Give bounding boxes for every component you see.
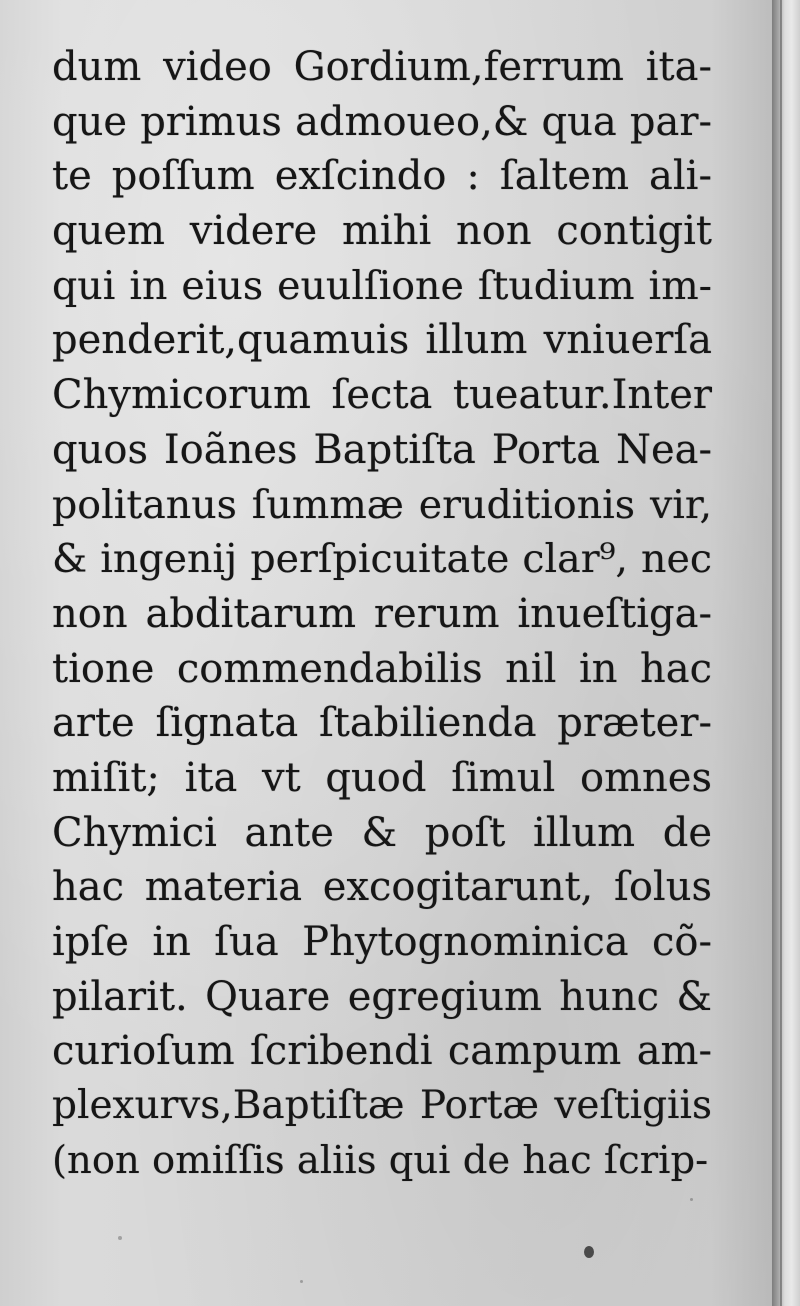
text-line: Chymici ante & poſt illum de (52, 809, 712, 856)
text-line: non abditarum rerum inueſtiga- (52, 590, 712, 637)
text-line: politanus ſummæ eruditionis vir, (52, 481, 712, 528)
body-text (52, 40, 712, 1188)
text-line: que primus admoueo,& qua par- (52, 98, 712, 145)
text-line: Chymicorum ſecta tueatur.Inter (52, 372, 712, 419)
text-line: (non omiſſis aliis qui de hac ſcrip- (52, 1137, 709, 1183)
text-line: tione commendabilis nil in hac (52, 645, 712, 692)
paper-speck (118, 1236, 122, 1240)
ink-spot (584, 1246, 594, 1258)
text-line: qui in eius euulſione ſtudium im- (52, 262, 712, 309)
text-line: dum video Gordium,ferrum ita- (52, 44, 712, 90)
text-line: curioſum ſcribendi campum am- (52, 1028, 712, 1075)
text-line: quem videre mihi non contigit (52, 208, 712, 255)
book-gutter (772, 0, 800, 1306)
gutter-shadow (780, 0, 782, 1306)
text-line: te poſſum exſcindo : ſaltem ali- (52, 153, 712, 200)
text-line: pilarit. Quare egregium hunc & (52, 973, 712, 1020)
text-line: penderit,quamuis illum vniuerſa (52, 317, 712, 364)
paper-speck (690, 1198, 693, 1201)
text-line: arte ſignata ſtabilienda præter- (52, 700, 712, 747)
text-line: & ingenij perſpicuitate clar⁹, nec (52, 536, 712, 583)
paper-speck (300, 1280, 303, 1283)
text-line: hac materia excogitarunt, ſolus (52, 864, 712, 911)
text-line: quos Ioãnes Baptiſta Porta Nea- (52, 426, 712, 473)
text-line: ipſe in ſua Phytognominica cõ- (52, 919, 712, 965)
text-line: plexurvs,Baptiſtæ Portæ veſtigiis (52, 1083, 712, 1129)
text-line: miſit; ita vt quod ſimul omnes (52, 754, 712, 801)
